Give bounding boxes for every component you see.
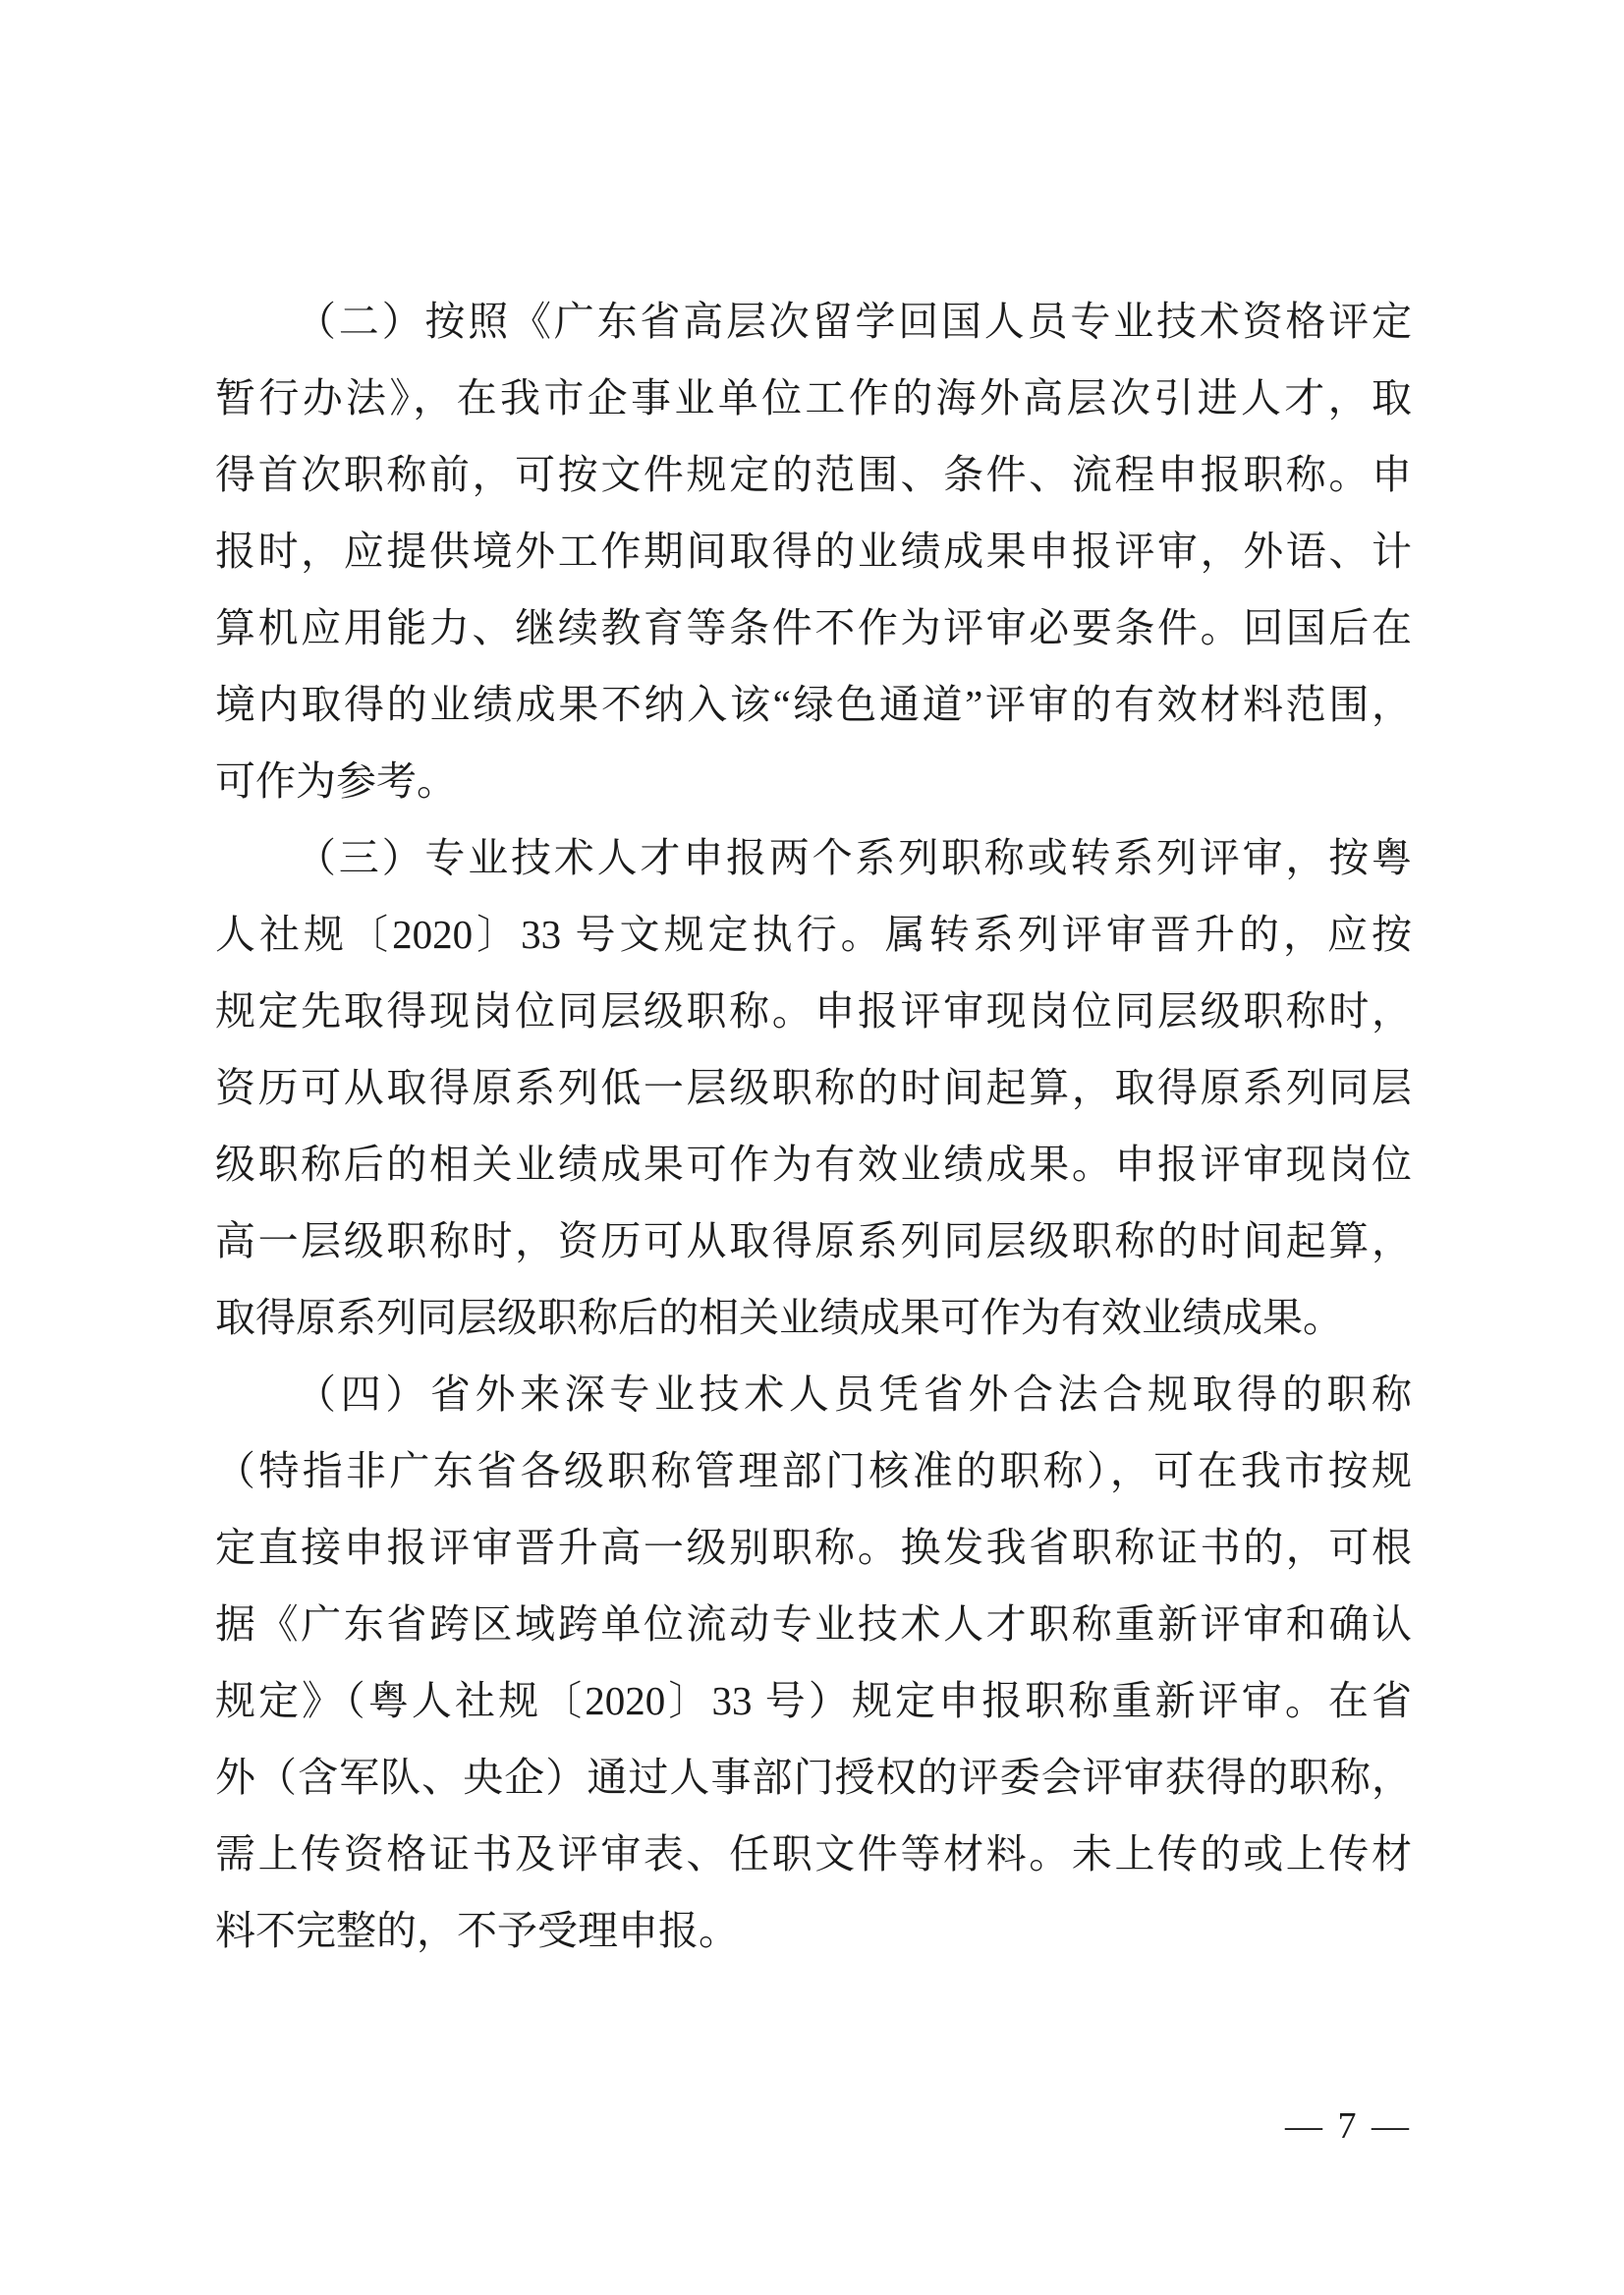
- text-line: 人社规〔2020〕33 号文规定执行。属转系列评审晋升的，应按: [215, 912, 1412, 957]
- text-line: 取得原系列同层级职称后的相关业绩成果可作为有效业绩成果。: [215, 1295, 1343, 1340]
- text-line: （特指非广东省各级职称管理部门核准的职称），可在我市按规: [215, 1448, 1412, 1493]
- text-line: 高一层级职称时，资历可从取得原系列同层级职称的时间起算，: [215, 1218, 1412, 1263]
- text-line: （三）专业技术人才申报两个系列职称或转系列评审，按粤: [296, 835, 1412, 880]
- text-line: 报时，应提供境外工作期间取得的业绩成果申报评审，外语、计: [215, 529, 1412, 574]
- text-line: 据《广东省跨区域跨单位流动专业技术人才职称重新评审和确认: [215, 1601, 1412, 1647]
- text-line: 算机应用能力、继续教育等条件不作为评审必要条件。回国后在: [215, 605, 1412, 650]
- text-line: 暂行办法》，在我市企事业单位工作的海外高层次引进人才，取: [215, 375, 1412, 420]
- text-line: （四）省外来深专业技术人员凭省外合法合规取得的职称: [296, 1371, 1412, 1417]
- paragraph-2: [215, 283, 1412, 819]
- text-line: 料不完整的，不予受理申报。: [215, 1908, 739, 1953]
- paragraph-3: [215, 819, 1412, 1356]
- document-body: [215, 283, 1412, 1969]
- text-line: 资历可从取得原系列低一层级职称的时间起算，取得原系列同层: [215, 1065, 1412, 1110]
- text-line: 规定先取得现岗位同层级职称。申报评审现岗位同层级职称时，: [215, 988, 1412, 1034]
- text-line: 规定》（粤人社规〔2020〕33 号）规定申报职称重新评审。在省: [215, 1678, 1412, 1723]
- text-line: 可作为参考。: [215, 758, 457, 804]
- page-number: — 7 —: [1285, 2105, 1412, 2147]
- text-line: 外（含军队、央企）通过人事部门授权的评委会评审获得的职称，: [215, 1755, 1412, 1800]
- text-line: 境内取得的业绩成果不纳入该“绿色通道”评审的有效材料范围，: [215, 682, 1412, 727]
- text-line: 级职称后的相关业绩成果可作为有效业绩成果。申报评审现岗位: [215, 1142, 1412, 1187]
- text-line: 得首次职称前，可按文件规定的范围、条件、流程申报职称。申: [215, 452, 1412, 497]
- text-line: （二）按照《广东省高层次留学回国人员专业技术资格评定: [296, 299, 1412, 344]
- paragraph-4: [215, 1356, 1412, 1969]
- text-line: 需上传资格证书及评审表、任职文件等材料。未上传的或上传材: [215, 1831, 1412, 1876]
- text-line: 定直接申报评审晋升高一级别职称。换发我省职称证书的，可根: [215, 1525, 1412, 1570]
